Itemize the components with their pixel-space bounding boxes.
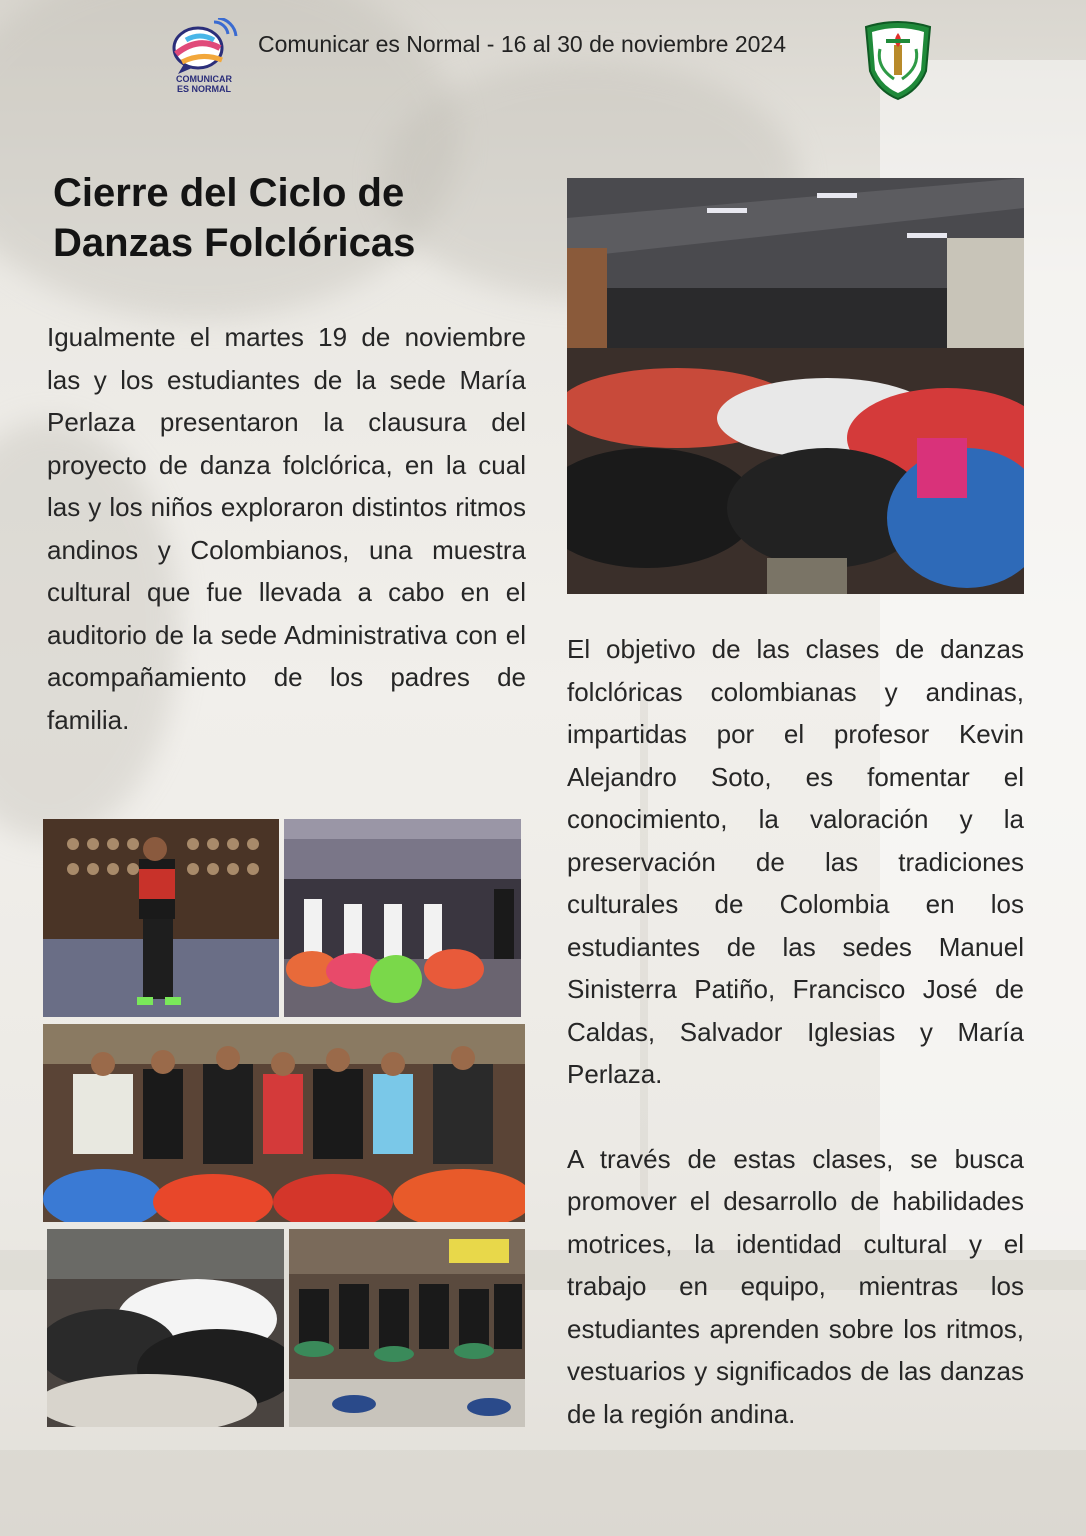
article-title: Cierre del Ciclo de Danzas Folclóricas (53, 171, 416, 265)
photo-dancers-stage (284, 819, 521, 1017)
right-column (567, 628, 1024, 1435)
communication-logo (162, 18, 246, 100)
communication-logo-icon (168, 18, 242, 76)
photo-group-costumes (43, 1024, 525, 1222)
paragraph-1: Igualmente el martes 19 de noviembre las y los estudiantes de la sede María Perlaza presentaron la clausura del proyecto de danza folclórica, en la cual las y los niños exploraron distintos ritmos andinos y Colombianos, una muestra cultural que fue llevada a cabo en el auditorio de la sede Administrativa con el acompañamiento de los padres de familia. (47, 322, 526, 735)
paragraph-3: A través de estas clases, se busca promover el desarrollo de habilidades motrices, la identidad cultural y el trabajo en equipo, mientras los estudiantes aprenden sobre los ritmos, vestuarios y significados de las danzas de la región andina. (567, 1143, 1024, 1429)
school-shield (860, 19, 936, 101)
page-header (0, 14, 1086, 109)
photo-auditorium-audience (567, 178, 1024, 594)
left-column (47, 168, 526, 741)
photo-students-floor (47, 1229, 284, 1427)
logo-caption: COMUNICAR ES NORMAL (176, 74, 232, 94)
publication-title: Comunicar es Normal - 16 al 30 de noviembre 2024 (258, 31, 786, 57)
school-shield-icon (860, 19, 936, 101)
photo-students-hats (289, 1229, 525, 1427)
paragraph-2: El objetivo de las clases de danzas folclóricas colombianas y andinas, impartidas por el profesor Kevin Alejandro Soto, es fomentar el conocimiento, la valoración y la preservación de las tradiciones culturales de Colombia en los estudiantes de las sedes Manuel Sinisterra Patiño, Francisco José de Caldas, Salvador Iglesias y María Perlaza. (567, 634, 1024, 1089)
photo-dancer-microphone (43, 819, 279, 1017)
